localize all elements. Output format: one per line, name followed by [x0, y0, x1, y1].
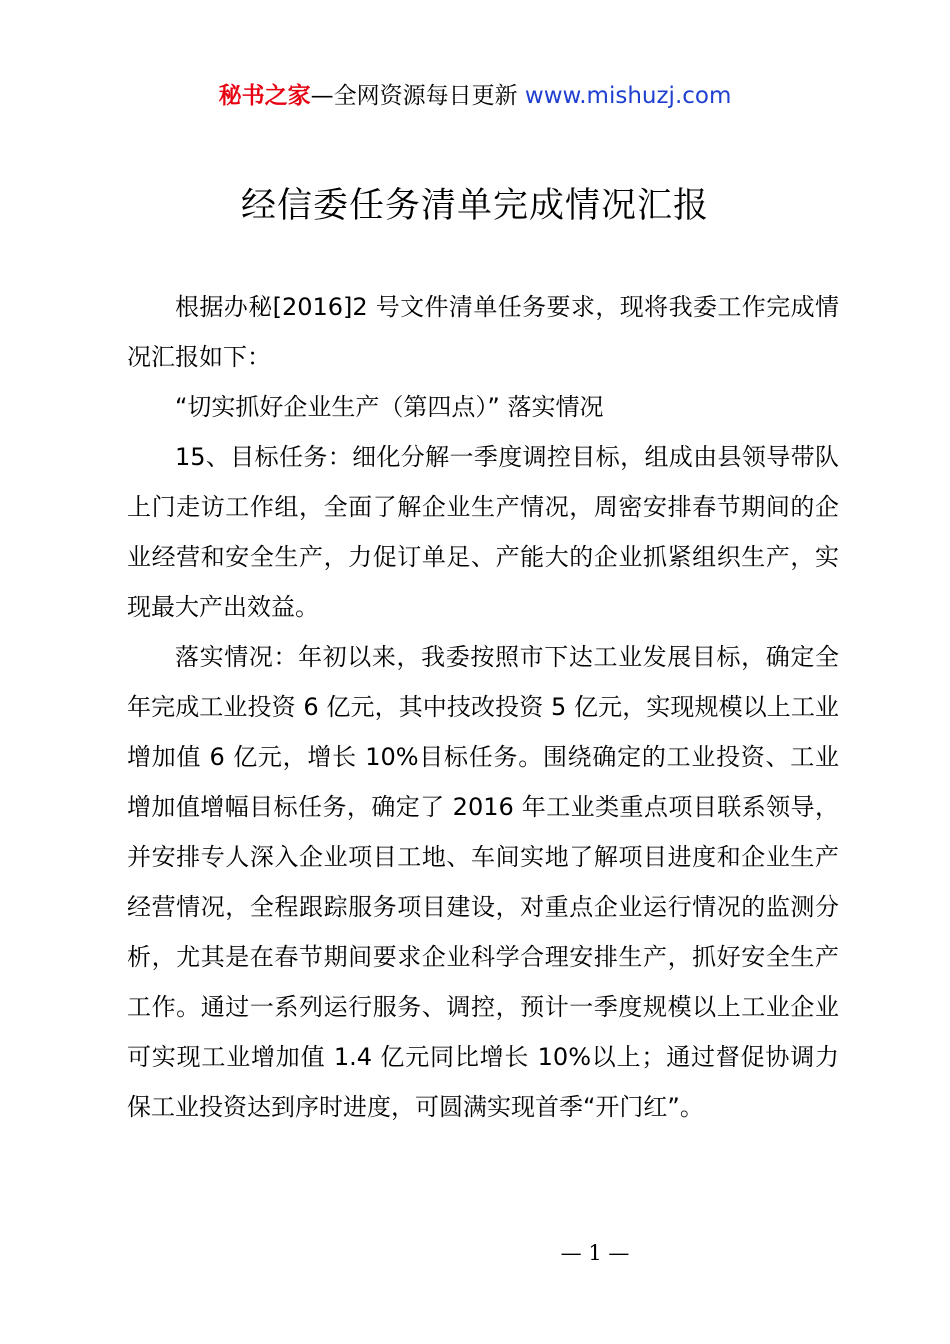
page-number: — 1 — — [560, 1241, 630, 1265]
site-url-link[interactable]: www.mishuzj.com — [524, 83, 732, 109]
site-brand: 秘书之家 — [218, 83, 311, 109]
site-header — [0, 80, 950, 112]
document-body — [127, 282, 839, 1132]
site-tagline: —全网资源每日更新 — [310, 83, 525, 109]
paragraph-target-task: 15、目标任务：细化分解一季度调控目标，组成由县领导带队上门走访工作组，全面了解企业生产情况，周密安排春节期间的企业经营和安全生产，力促订单足、产能大的企业抓紧组织生产，实现最大产出效益。 — [127, 443, 839, 621]
paragraph-section-heading: “切实抓好企业生产（第四点）” 落实情况 — [175, 393, 604, 421]
paragraph-implementation: 落实情况：年初以来，我委按照市下达工业发展目标，确定全年完成工业投资 6 亿元，其中技改投资 5 亿元，实现规模以上工业增加值 6 亿元，增长 10%目标任务。围绕确定的工业投资、工业增加值增幅目标任务，确定了 2016 年工业类重点项目联系领导，并安排专人深入企业项目工地、车间实地了解项目进度和企业生产经营情况，全程跟踪服务项目建设，对重点企业运行情况的监测分析，尤其是在春节期间要求企业科学合理安排生产，抓好安全生产工作。通过一系列运行服务、调控，预计一季度规模以上工业企业可实现工业增加值 1.4 亿元同比增长 10%以上；通过督促协调力保工业投资达到序时进度，可圆满实现首季“开门红”。 — [127, 643, 839, 1121]
document-title: 经信委任务清单完成情况汇报 — [240, 186, 709, 226]
paragraph-intro: 根据办秘[2016]2 号文件清单任务要求，现将我委工作完成情况汇报如下： — [127, 293, 839, 371]
